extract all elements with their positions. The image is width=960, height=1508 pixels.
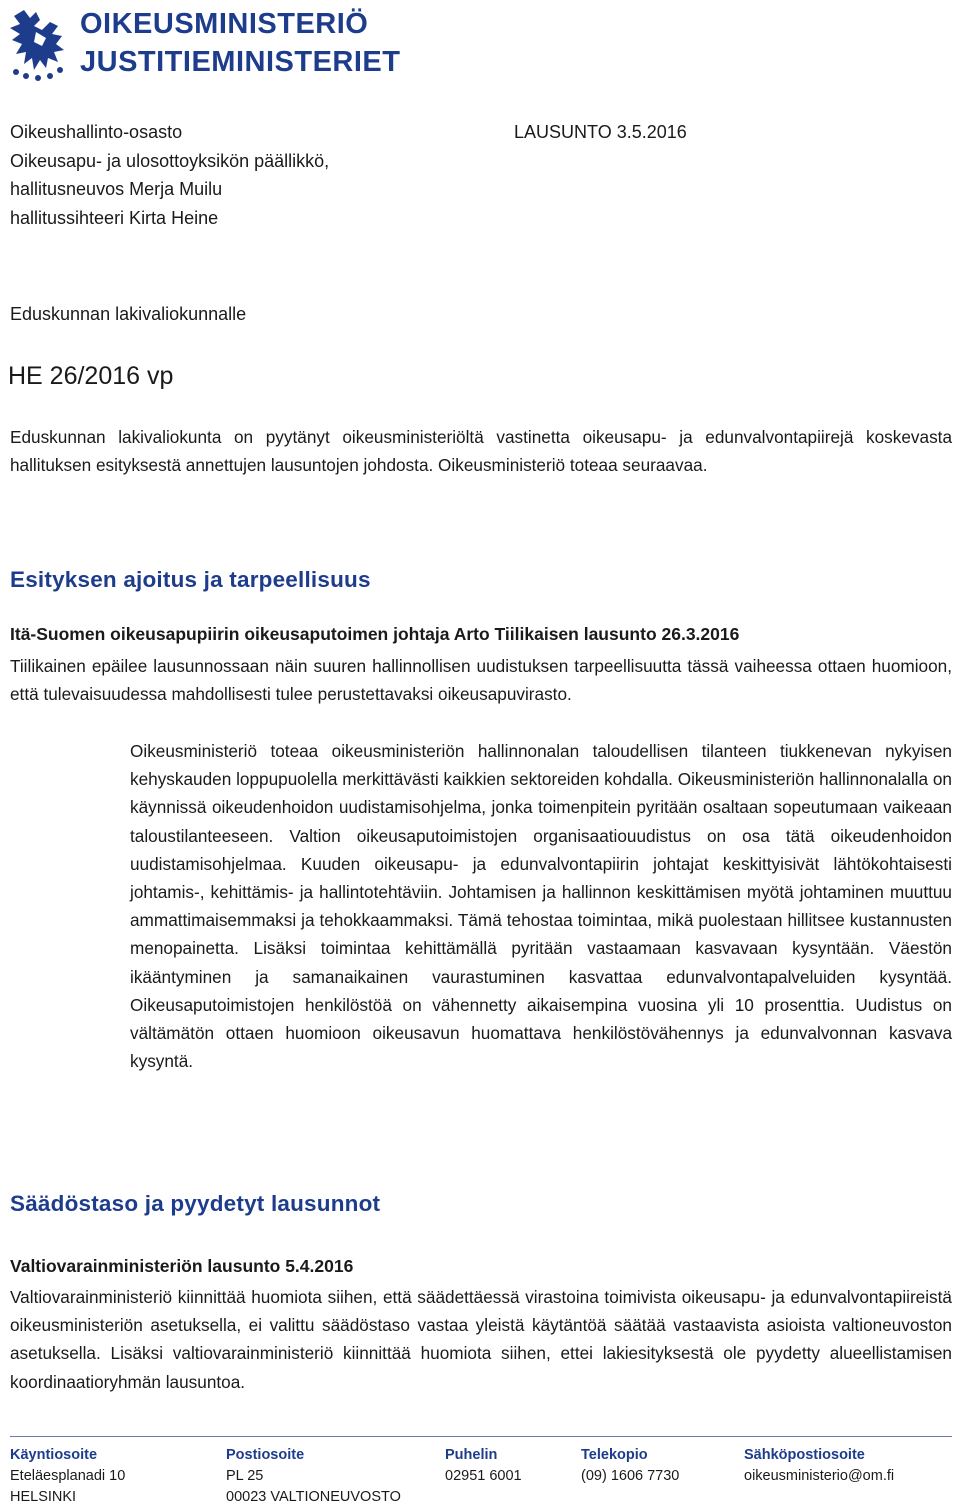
section-paragraph: Valtiovarainministeriö kiinnittää huomiota siihen, että säädettäessä virastoina toimivista oikeusapu- ja edunvalvontapiireistä oikeusministeriön asetuksella, ei valittu säädöstaso vastaa yleistä käytäntöä säätää vastaavista asioista valtioneuvoston asetuksella. Lisäksi valtiovarainministeriö kiinnittää huomiota siihen, ettei lakiesityksestä ole pyydetty alueellistamisen koordinaatioryhmän lausuntoa. [10,1287,952,1392]
footer-email [744,1445,894,1487]
footer-label: Telekopio [581,1447,648,1463]
section-subheading: Valtiovarainministeriön lausunto 5.4.2016 [10,1256,354,1276]
ministry-logo [6,6,401,86]
section-heading: Säädöstaso ja pyydetyt lausunnot [10,1191,381,1216]
section-heading: Esityksen ajoitus ja tarpeellisuus [10,567,371,592]
footer-label: Käyntiosoite [10,1447,98,1463]
footer [10,1436,952,1505]
document-type-date: LAUSUNTO 3.5.2016 [514,122,687,142]
footer-value: PL 25 [226,1468,264,1484]
footer-phone [445,1445,522,1487]
footer-label: Postiosoite [226,1447,305,1463]
ministry-response-paragraph: Oikeusministeriö toteaa oikeusministeriön hallinnonalan taloudellisen tilanteen tiukkenevan nykyisen kehyskauden loppupuolella merkittävästi kaikkien sektoreiden kohdalla. Oikeusministeriön hallinnonalalla on käynnissä oikeudenhoidon uudistamisohjelma, jonka toimenpitein pyritään osaltaan sopeutumaan vaikeaan taloustilanteeseen. Valtion oikeusaputoimistojen organisaatiouudistus on osa tätä oikeudenhoidon uudistamisohjelmaa. Kuuden oikeusapu- ja edunvalvontapiirin johtajat keskittyisivät lähtökohtaisesti johtamis-, kehittämis- ja hallintotehtäviin. Johtamisen ja hallinnon keskittämisen myötä johtaminen muuttuu ammattimaisemmaksi ja tehokkaammaksi. Tämä tehostaa toimintaa, mikä puolestaan hillitsee kustannusten menopainetta. Lisäksi toimintaa kehittämällä pyritään vastaamaan kasvavaan kysyntään. Väestön ikääntyminen ja samanaikainen vaurastuminen kasvattaa edunvalvontapalveluiden kysyntää. Oikeusaputoimistojen henkilöstöä on vähennetty aikaisempina vuosina yli 10 prosenttia. Uudistus on vältämätön ottaen huomioon oikeusavun huomattava henkilöstövähennys ja edunvalvonnan kasvava kysyntä. [130,741,952,1072]
footer-fax [581,1445,679,1487]
footer-value: 02951 6001 [445,1468,522,1484]
footer-value: oikeusministerio@om.fi [744,1468,895,1484]
footer-visiting-address [10,1445,125,1508]
footer-label: Puhelin [445,1447,498,1463]
intro-paragraph: Eduskunnan lakivaliokunta on pyytänyt oikeusministeriöltä vastinetta oikeusapu- ja edunvalvontapiirejä koskevasta hallituksen esityksestä annettujen lausuntojen johdosta. Oikeusministeriö toteaa seuraavaa. [10,427,952,476]
section-subheading: Itä-Suomen oikeusapupiirin oikeusaputoimen johtaja Arto Tiilikaisen lausunto 26.3.2016 [10,624,740,644]
footer-label: Sähköpostiosoite [744,1447,865,1463]
page-title: HE 26/2016 vp [8,362,174,390]
logo-name-sv: JUSTITIEMINISTERIET [80,46,401,78]
footer-value: (09) 1606 7730 [581,1468,680,1484]
section-paragraph: Tiilikainen epäilee lausunnossaan näin suuren hallinnollisen uudistuksen tarpeellisuutta tässä vaiheessa ottaen huomioon, että tulevaisuudessa mahdollisesti tulee perustettavaksi oikeusapuvirasto. [10,656,952,705]
sender-block [10,118,329,232]
lion-coat-of-arms-icon [6,6,72,84]
recipient: Eduskunnan lakivaliokunnalle [10,304,247,324]
footer-value: Eteläesplanadi 10 [10,1468,126,1484]
sender-line: hallitussihteeri Kirta Heine [10,207,219,228]
department: Oikeushallinto-osasto [10,122,183,142]
footer-value: 00023 VALTIONEUVOSTO [226,1489,401,1505]
sender-line: hallitusneuvos Merja Muilu [10,179,223,199]
sender-line: Oikeusapu- ja ulosottoyksikön päällikkö, [10,150,330,171]
logo-name-fi: OIKEUSMINISTERIÖ [80,8,369,40]
footer-value: HELSINKI [10,1489,77,1505]
footer-postal-address [226,1445,401,1508]
